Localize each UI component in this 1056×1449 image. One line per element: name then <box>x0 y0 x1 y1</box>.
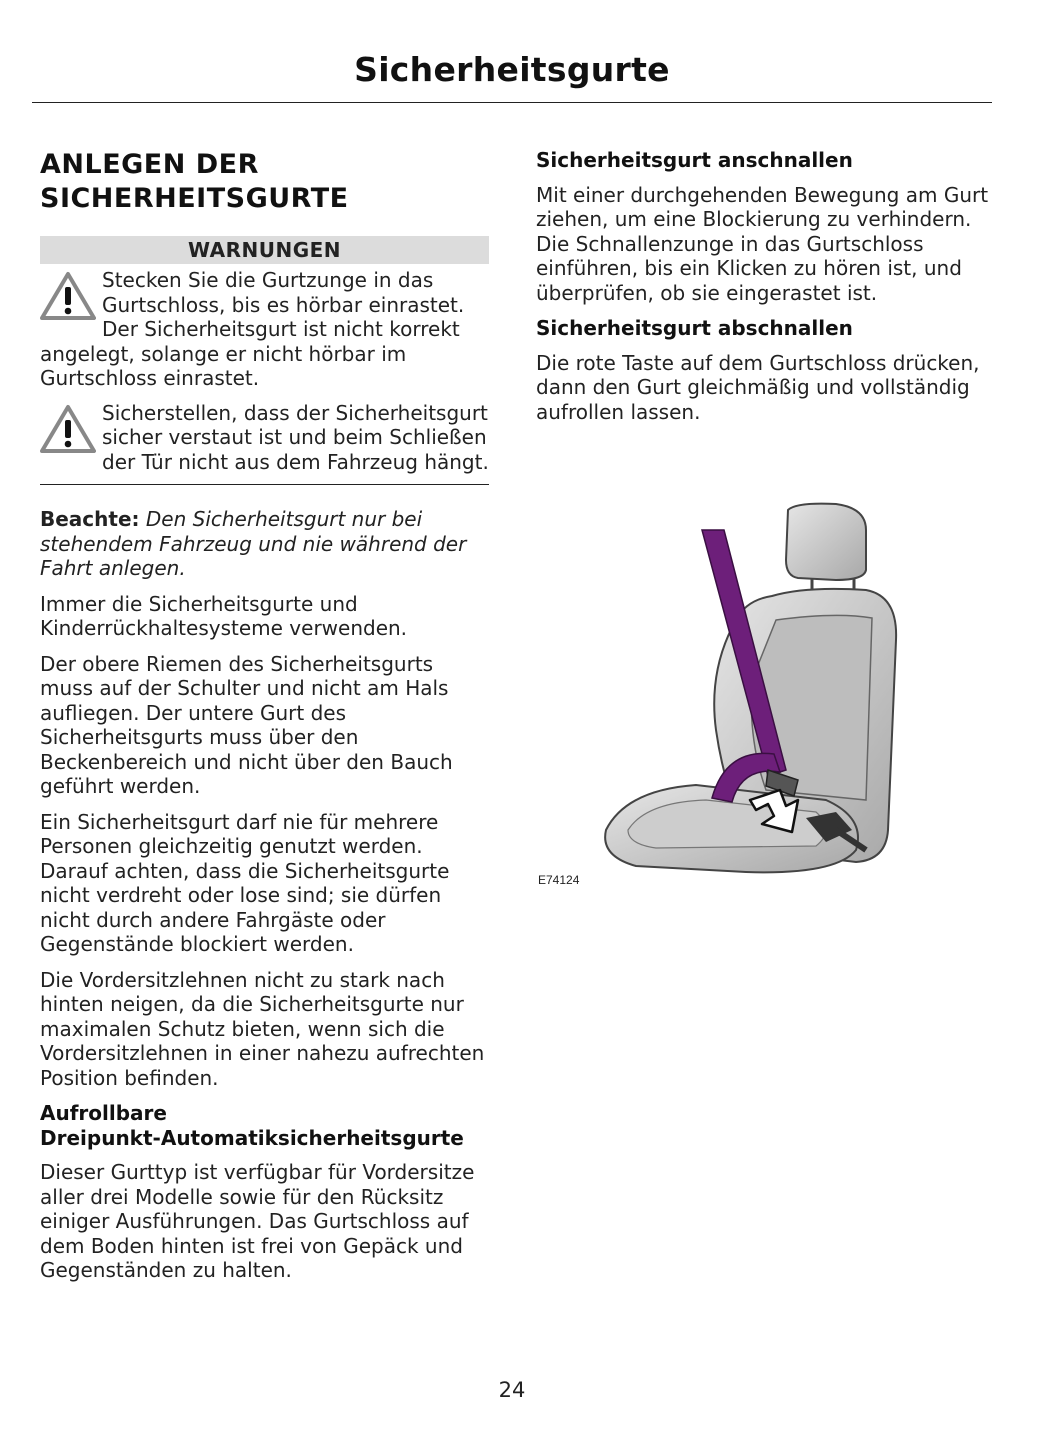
section-title-line1: ANLEGEN DER <box>40 149 259 180</box>
page-title: Sicherheitsgurte <box>354 50 670 89</box>
paragraph-3: Ein Sicherheitsgurt darf nie für mehrere Personen gleichzeitig genutzt werden. Darauf achten, dass die Sicherheitsgurte nicht verdreht oder lose sind; sie dürfen nicht durch andere Fahrgäste oder Gegenstände blockiert werden. <box>40 809 450 956</box>
warning-1 <box>40 268 489 391</box>
subheading-line2: Dreipunkt-Automatiksicherheitsgurte <box>40 1125 464 1150</box>
warning-triangle-icon <box>40 271 96 321</box>
note-text: Den Sicherheitsgurt nur bei stehendem Fahrzeug und nie während der Fahrt anlegen. <box>40 507 467 580</box>
headrest <box>786 504 866 580</box>
subheading-unfasten: Sicherheitsgurt abschnallen <box>536 316 853 340</box>
paragraph-fasten: Mit einer durchgehenden Bewegung am Gurt ziehen, um eine Blockierung zu verhindern. Die Schnallenzunge in das Gurtschloss einführen, bis ein Klicken zu hören ist, und überprüfen, ob sie eingerastet ist. <box>536 182 989 305</box>
warning-2 <box>40 401 489 475</box>
paragraph-1: Immer die Sicherheitsgurte und Kinderrückhaltesysteme verwenden. <box>40 591 408 640</box>
page-header <box>32 44 992 103</box>
paragraph-unfasten: Die rote Taste auf dem Gurtschloss drücken, dann den Gurt gleichmäßig und vollständig aufrollen lassen. <box>536 350 980 424</box>
warnings-divider <box>40 484 489 485</box>
subheading-line1: Aufrollbare <box>40 1101 167 1125</box>
figure-code: E74124 <box>538 873 580 887</box>
left-column <box>40 148 489 1294</box>
section-title-line2: SICHERHEITSGURTE <box>40 183 349 214</box>
section-title <box>40 148 489 216</box>
paragraph-4: Die Vordersitzlehnen nicht zu stark nach hinten neigen, da die Sicherheitsgurte nur maximalen Schutz bieten, wenn sich die Vordersitzlehnen in einer nahezu aufrechten Position befinden. <box>40 967 485 1090</box>
subheading-fasten: Sicherheitsgurt anschnallen <box>536 148 853 172</box>
right-column <box>536 148 992 435</box>
note-label: Beachte: <box>40 507 140 531</box>
warnings-header: WARNUNGEN <box>40 236 489 264</box>
warning-1-text: Stecken Sie die Gurtzunge in das Gurtschloss, bis es hörbar einrastet. Der Sicherheitsgurt ist nicht korrekt angelegt, solange er nicht hörbar im Gurtschloss einrastet. <box>40 268 465 390</box>
seat-belt-illustration <box>536 500 916 900</box>
subheading-retractable-belts <box>40 1101 489 1150</box>
page-number: 24 <box>498 1378 526 1402</box>
warning-triangle-icon <box>40 404 96 454</box>
note-paragraph <box>40 507 489 581</box>
warning-2-text: Sicherstellen, dass der Sicherheitsgurt sicher verstaut ist und beim Schließen der Tür nicht aus dem Fahrzeug hängt. <box>102 400 489 474</box>
paragraph-2: Der obere Riemen des Sicherheitsgurts muss auf der Schulter und nicht am Hals aufliegen. Der untere Gurt des Sicherheitsgurts muss über den Beckenbereich und nicht über den Bauch geführt werden. <box>40 651 453 798</box>
paragraph-5: Dieser Gurttyp ist verfügbar für Vordersitze aller drei Modelle sowie für den Rücksitz einiger Ausführungen. Das Gurtschloss auf dem Boden hinten ist frei von Gepäck und Gegenständen zu halten. <box>40 1160 475 1282</box>
